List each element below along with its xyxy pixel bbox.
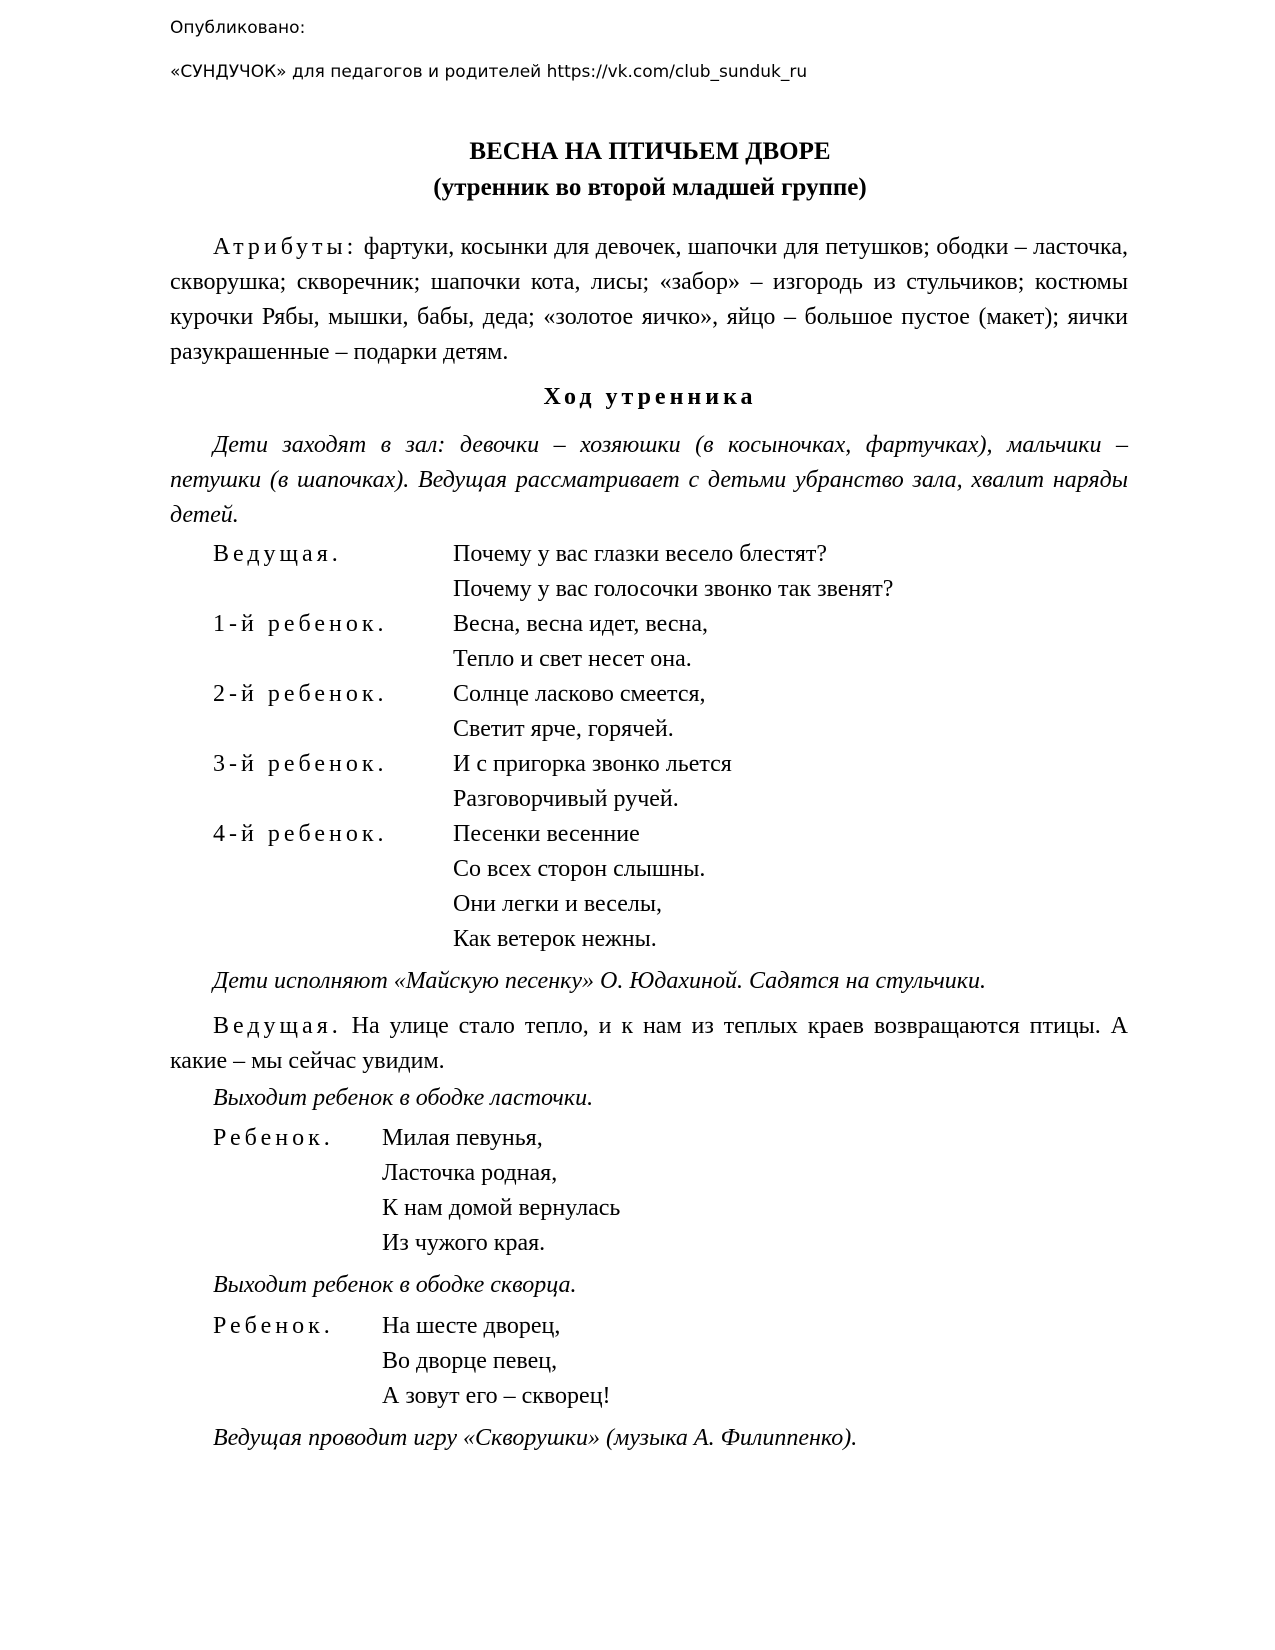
attributes-label: Атрибуты: bbox=[213, 234, 358, 260]
verse-line: И с пригорка звонко льется bbox=[453, 751, 732, 777]
document-title: ВЕСНА НА ПТИЧЬЕМ ДВОРЕ bbox=[469, 138, 831, 165]
verse-line: Весна, весна идет, весна, bbox=[453, 611, 708, 637]
verse-line: Песенки весенние bbox=[453, 821, 640, 847]
stage-direction: Дети заходят в зал: девочки – хозяюшки (в косыночках, фартучках), мальчики – петушки (в шапочках). Ведущая рассматривает с детьми убранство зала, хвалит наряды детей. bbox=[170, 432, 1128, 528]
stage-direction: Ведущая проводит игру «Скворушки» (музыка А. Филиппенко). bbox=[213, 1425, 858, 1451]
verse-line: Они легки и веселы, bbox=[453, 891, 662, 917]
verse-line: Ласточка родная, bbox=[382, 1160, 558, 1186]
verse-line: Из чужого края. bbox=[382, 1230, 546, 1256]
host-speech bbox=[170, 1009, 1128, 1079]
verse-line: Во дворце певец, bbox=[382, 1348, 558, 1374]
speaker-label: Ребенок. bbox=[213, 1313, 334, 1339]
speaker-label: 1-й ребенок. bbox=[213, 611, 388, 637]
source-line: «СУНДУЧОК» для педагогов и родителей https://vk.com/club_sunduk_ru bbox=[170, 62, 808, 82]
attributes-text: фартуки, косынки для девочек, шапочки для петушков; ободки – ласточка, скворушка; скворечник; шапочки кота, лисы; «забор» – изгородь из стульчиков; костюмы курочки Рябы, мышки, бабы, деда; «золотое яичко», яйцо – большое пустое (макет); яички разукрашенные – подарки детям. bbox=[170, 234, 1129, 365]
speaker-label: 2-й ребенок. bbox=[213, 681, 388, 707]
verse-line: Милая певунья, bbox=[382, 1125, 543, 1151]
verse-line: К нам домой вернулась bbox=[382, 1195, 621, 1221]
verse-line: Разговорчивый ручей. bbox=[453, 786, 679, 812]
document-subtitle: (утренник во второй младшей группе) bbox=[433, 174, 867, 201]
verse-line: Как ветерок нежны. bbox=[453, 926, 657, 952]
speaker-label: 3-й ребенок. bbox=[213, 751, 388, 777]
verse-line: Почему у вас глазки весело блестят? bbox=[453, 541, 828, 567]
verse-line: На шесте дворец, bbox=[382, 1313, 561, 1339]
stage-direction: Выходит ребенок в ободке ласточки. bbox=[213, 1085, 594, 1111]
section-title: Ход утренника bbox=[543, 384, 757, 410]
speaker-label: Ведущая. bbox=[213, 541, 342, 567]
verse-line: Солнце ласково смеется, bbox=[453, 681, 706, 707]
verse-line: Со всех сторон слышны. bbox=[453, 856, 706, 882]
verse-line: Тепло и свет несет она. bbox=[453, 646, 692, 672]
attributes-paragraph bbox=[170, 230, 1128, 370]
speaker-label: Ребенок. bbox=[213, 1125, 334, 1151]
verse-line: Почему у вас голосочки звонко так звенят? bbox=[453, 576, 894, 602]
speaker-label: Ведущая. bbox=[213, 1013, 342, 1039]
stage-direction: Выходит ребенок в ободке скворца. bbox=[213, 1272, 577, 1298]
verse-line: А зовут его – скворец! bbox=[382, 1383, 611, 1409]
host-speech-text: На улице стало тепло, и к нам из теплых краев возвращаются птицы. А какие – мы сейчас увидим. bbox=[170, 1013, 1129, 1074]
stage-direction: Дети исполняют «Майскую песенку» О. Юдахиной. Садятся на стульчики. bbox=[213, 968, 987, 994]
published-label: Опубликовано: bbox=[170, 18, 306, 38]
speaker-label: 4-й ребенок. bbox=[213, 821, 388, 847]
verse-line: Светит ярче, горячей. bbox=[453, 716, 674, 742]
